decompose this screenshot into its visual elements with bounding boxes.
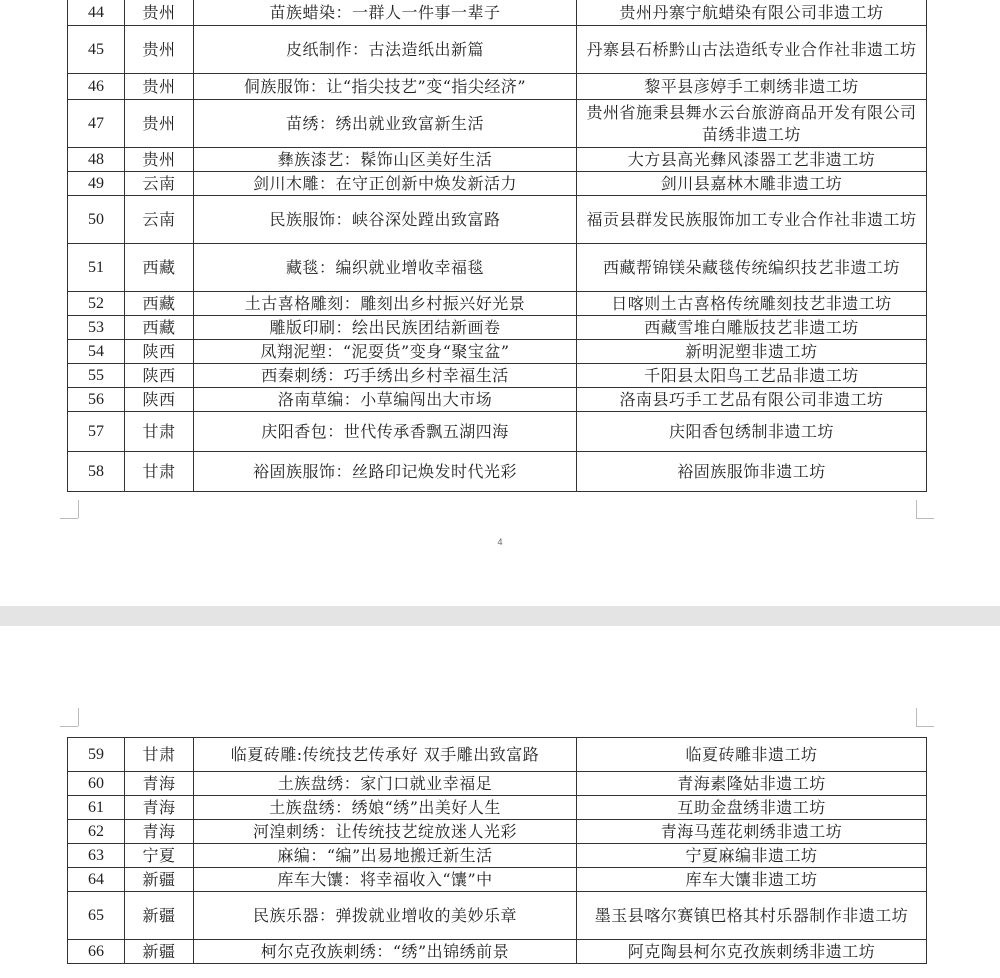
project-title-cell: 柯尔克孜族刺绣：“绣”出锦绣前景 (194, 940, 577, 964)
table-row (68, 0, 927, 26)
row-number-cell: 44 (68, 0, 125, 26)
workshop-name-cell: 墨玉县喀尔赛镇巴格其村乐器制作非遗工坊 (577, 892, 927, 940)
workshop-name-cell: 大方县高光彝风漆器工艺非遗工坊 (577, 148, 927, 172)
project-title-cell: 土族盘绣：绣娘“绣”出美好人生 (194, 796, 577, 820)
project-title-cell: 民族乐器：弹拨就业增收的美妙乐章 (194, 892, 577, 940)
project-title-cell: 裕固族服饰：丝路印记焕发时代光彩 (194, 452, 577, 492)
table-row (68, 412, 927, 452)
table-row (68, 738, 927, 772)
row-number-cell: 50 (68, 196, 125, 244)
province-cell: 西藏 (125, 244, 194, 292)
workshop-name-cell: 西藏雪堆白雕版技艺非遗工坊 (577, 316, 927, 340)
province-cell: 贵州 (125, 74, 194, 100)
margin-corner-mark (916, 726, 934, 727)
table-row (68, 844, 927, 868)
province-cell: 西藏 (125, 316, 194, 340)
row-number-cell: 64 (68, 868, 125, 892)
row-number-cell: 54 (68, 340, 125, 364)
province-cell: 宁夏 (125, 844, 194, 868)
row-number-cell: 62 (68, 820, 125, 844)
table-row (68, 364, 927, 388)
margin-corner-mark (60, 726, 78, 727)
margin-corner-mark (916, 500, 917, 518)
row-number-cell: 48 (68, 148, 125, 172)
workshop-name-cell: 裕固族服饰非遗工坊 (577, 452, 927, 492)
workshop-name-cell: 贵州丹寨宁航蜡染有限公司非遗工坊 (577, 0, 927, 26)
workshop-name-cell: 丹寨县石桥黔山古法造纸专业合作社非遗工坊 (577, 26, 927, 74)
province-cell: 贵州 (125, 26, 194, 74)
province-cell: 新疆 (125, 892, 194, 940)
table-row (68, 100, 927, 148)
row-number-cell: 47 (68, 100, 125, 148)
table-row (68, 892, 927, 940)
workshop-name-cell: 青海素隆姑非遗工坊 (577, 772, 927, 796)
province-cell: 新疆 (125, 940, 194, 964)
table-row (68, 772, 927, 796)
project-title-cell: 凤翔泥塑：“泥耍货”变身“聚宝盆” (194, 340, 577, 364)
province-cell: 青海 (125, 796, 194, 820)
workshop-name-cell: 宁夏麻编非遗工坊 (577, 844, 927, 868)
margin-corner-mark (916, 708, 917, 726)
table-row (68, 292, 927, 316)
workshop-name-cell: 黎平县彦婷手工刺绣非遗工坊 (577, 74, 927, 100)
project-title-cell: 西秦刺绣：巧手绣出乡村幸福生活 (194, 364, 577, 388)
table-row (68, 868, 927, 892)
province-cell: 青海 (125, 772, 194, 796)
project-title-cell: 麻编：“编”出易地搬迁新生活 (194, 844, 577, 868)
province-cell: 贵州 (125, 0, 194, 26)
table-row (68, 820, 927, 844)
workshop-name-cell: 洛南县巧手工艺品有限公司非遗工坊 (577, 388, 927, 412)
row-number-cell: 63 (68, 844, 125, 868)
row-number-cell: 55 (68, 364, 125, 388)
table-row (68, 26, 927, 74)
project-title-cell: 民族服饰：峡谷深处蹚出致富路 (194, 196, 577, 244)
project-title-cell: 皮纸制作：古法造纸出新篇 (194, 26, 577, 74)
margin-corner-mark (78, 708, 79, 726)
heritage-workshop-table-part-2 (67, 737, 927, 964)
page-gap (0, 606, 1000, 626)
province-cell: 青海 (125, 820, 194, 844)
row-number-cell: 53 (68, 316, 125, 340)
table-row (68, 388, 927, 412)
project-title-cell: 庆阳香包：世代传承香飘五湖四海 (194, 412, 577, 452)
table-row (68, 148, 927, 172)
project-title-cell: 彝族漆艺：髹饰山区美好生活 (194, 148, 577, 172)
margin-corner-mark (60, 518, 78, 519)
project-title-cell: 库车大馕：将幸福收入“馕”中 (194, 868, 577, 892)
workshop-name-cell: 西藏帮锦镁朵藏毯传统编织技艺非遗工坊 (577, 244, 927, 292)
workshop-name-cell: 库车大馕非遗工坊 (577, 868, 927, 892)
margin-corner-mark (916, 518, 934, 519)
project-title-cell: 土古喜格雕刻：雕刻出乡村振兴好光景 (194, 292, 577, 316)
row-number-cell: 45 (68, 26, 125, 74)
project-title-cell: 雕版印刷：绘出民族团结新画卷 (194, 316, 577, 340)
table-row (68, 74, 927, 100)
workshop-name-cell: 庆阳香包绣制非遗工坊 (577, 412, 927, 452)
row-number-cell: 52 (68, 292, 125, 316)
workshop-name-cell: 日喀则土古喜格传统雕刻技艺非遗工坊 (577, 292, 927, 316)
row-number-cell: 49 (68, 172, 125, 196)
table-row (68, 196, 927, 244)
province-cell: 甘肃 (125, 738, 194, 772)
row-number-cell: 46 (68, 74, 125, 100)
row-number-cell: 59 (68, 738, 125, 772)
margin-corner-mark (78, 500, 79, 518)
project-title-cell: 剑川木雕：在守正创新中焕发新活力 (194, 172, 577, 196)
project-title-cell: 藏毯：编织就业增收幸福毯 (194, 244, 577, 292)
project-title-cell: 苗绣：绣出就业致富新生活 (194, 100, 577, 148)
table-row (68, 940, 927, 964)
project-title-cell: 土族盘绣：家门口就业幸福足 (194, 772, 577, 796)
workshop-name-cell: 贵州省施秉县舞水云台旅游商品开发有限公司苗绣非遗工坊 (577, 100, 927, 148)
project-title-cell: 临夏砖雕:传统技艺传承好 双手雕出致富路 (194, 738, 577, 772)
project-title-cell: 苗族蜡染：一群人一件事一辈子 (194, 0, 577, 26)
province-cell: 贵州 (125, 100, 194, 148)
table-row (68, 452, 927, 492)
page-number: 4 (497, 537, 503, 547)
row-number-cell: 61 (68, 796, 125, 820)
table-row (68, 796, 927, 820)
province-cell: 甘肃 (125, 412, 194, 452)
workshop-name-cell: 互助金盘绣非遗工坊 (577, 796, 927, 820)
province-cell: 贵州 (125, 148, 194, 172)
workshop-name-cell: 新明泥塑非遗工坊 (577, 340, 927, 364)
province-cell: 陕西 (125, 340, 194, 364)
table-row (68, 244, 927, 292)
province-cell: 陕西 (125, 388, 194, 412)
project-title-cell: 洛南草编：小草编闯出大市场 (194, 388, 577, 412)
workshop-name-cell: 阿克陶县柯尔克孜族刺绣非遗工坊 (577, 940, 927, 964)
workshop-name-cell: 福贡县群发民族服饰加工专业合作社非遗工坊 (577, 196, 927, 244)
row-number-cell: 65 (68, 892, 125, 940)
province-cell: 新疆 (125, 868, 194, 892)
row-number-cell: 60 (68, 772, 125, 796)
table-row (68, 172, 927, 196)
province-cell: 甘肃 (125, 452, 194, 492)
row-number-cell: 58 (68, 452, 125, 492)
workshop-name-cell: 剑川县嘉林木雕非遗工坊 (577, 172, 927, 196)
row-number-cell: 66 (68, 940, 125, 964)
province-cell: 云南 (125, 172, 194, 196)
table-row (68, 316, 927, 340)
table-row (68, 340, 927, 364)
workshop-name-cell: 千阳县太阳鸟工艺品非遗工坊 (577, 364, 927, 388)
row-number-cell: 51 (68, 244, 125, 292)
province-cell: 云南 (125, 196, 194, 244)
workshop-name-cell: 临夏砖雕非遗工坊 (577, 738, 927, 772)
project-title-cell: 河湟刺绣：让传统技艺绽放迷人光彩 (194, 820, 577, 844)
project-title-cell: 侗族服饰：让“指尖技艺”变“指尖经济” (194, 74, 577, 100)
row-number-cell: 56 (68, 388, 125, 412)
document-page-5 (0, 626, 1000, 978)
heritage-workshop-table-part-1 (67, 0, 927, 492)
province-cell: 西藏 (125, 292, 194, 316)
province-cell: 陕西 (125, 364, 194, 388)
row-number-cell: 57 (68, 412, 125, 452)
workshop-name-cell: 青海马莲花刺绣非遗工坊 (577, 820, 927, 844)
